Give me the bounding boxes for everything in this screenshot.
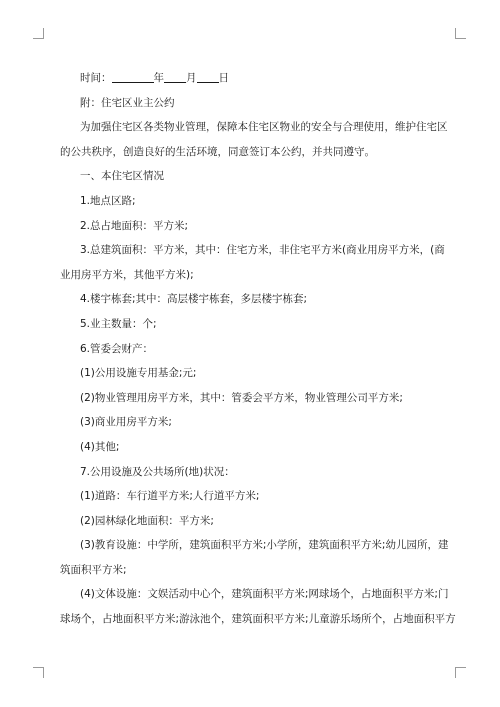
- paragraph-line: 为加强住宅区各类物业管理，保障本住宅区物业的安全与合理使用，维护住宅区: [80, 121, 448, 134]
- paragraph-line: 的公共秩序，创造良好的生活环境，同意签订本公约，并共同遵守。: [60, 145, 375, 158]
- corner-mark-top-right: [455, 28, 466, 39]
- sub-list-item: (2)园林绿化地面积：平方米;: [80, 514, 214, 527]
- sub-list-item: (2)物业管理用房平方米，其中：管委会平方米，物业管理公司平方米;: [80, 391, 403, 404]
- day-label: 日: [218, 72, 229, 84]
- list-item: 6.管委会财产：: [80, 342, 154, 355]
- attachment-title: 附：住宅区业主公约: [80, 96, 175, 109]
- year-label: 年: [153, 72, 164, 84]
- list-item: 3.总建筑面积：平方米，其中：住宅方米，非住宅平方米(商业用房平方米，(商: [80, 244, 445, 257]
- corner-mark-top-left: [33, 28, 44, 39]
- year-blank: [112, 70, 154, 83]
- sub-list-item: (3)商业用房平方米;: [80, 416, 172, 429]
- sub-list-item-continuation: 筑面积平方米;: [60, 563, 127, 576]
- list-item: 5.业主数量：个;: [80, 317, 157, 330]
- list-item: 1.地点区路;: [80, 194, 136, 207]
- sub-list-item: (1)公用设施专用基金;元;: [80, 367, 197, 380]
- sub-list-item-continuation: 球场个，占地面积平方米;游泳池个，建筑面积平方米;儿童游乐场所个，占地面积平方: [60, 613, 456, 626]
- month-label: 月: [186, 72, 197, 84]
- corner-mark-bottom-left: [33, 667, 44, 678]
- list-item: 7.公用设施及公共场所(地)状况：: [80, 465, 235, 478]
- day-blank: [197, 70, 219, 83]
- month-blank: [164, 70, 186, 83]
- list-item-continuation: 业用房平方米，其他平方米);: [60, 268, 194, 281]
- list-item: 2.总占地面积：平方米;: [80, 219, 189, 232]
- sub-list-item: (4)其他;: [80, 440, 120, 453]
- list-item: 4.楼宇栋套;其中：高层楼宇栋套，多层楼宇栋套;: [80, 293, 308, 306]
- sub-list-item: (4)文体设施：文娱活动中心个，建筑面积平方米;网球场个，占地面积平方米;门: [80, 588, 449, 601]
- section-heading: 一、本住宅区情况: [80, 170, 164, 183]
- sub-list-item: (1)道路：车行道平方米;人行道平方米;: [80, 490, 260, 503]
- sub-list-item: (3)教育设施：中学所，建筑面积平方米;小学所，建筑面积平方米;幼儿园所，建: [80, 539, 449, 552]
- document-body: [60, 66, 456, 632]
- date-line: [80, 66, 436, 91]
- corner-mark-bottom-right: [455, 667, 466, 678]
- time-label: 时间：: [80, 72, 112, 84]
